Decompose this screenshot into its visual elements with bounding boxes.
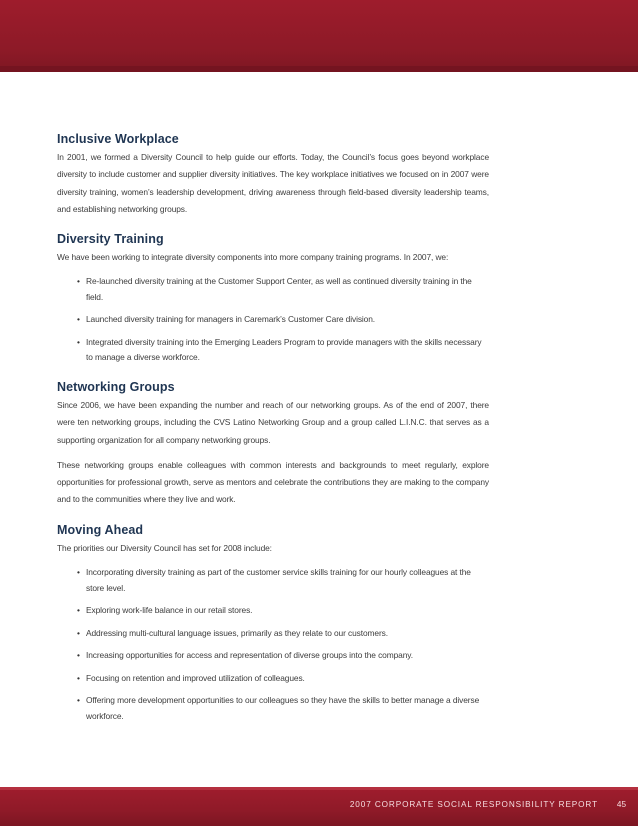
list-item: [77, 274, 489, 305]
list-item-text: Launched diversity training for managers in Caremark’s Customer Care division.: [86, 314, 376, 325]
bullet-icon: •: [77, 672, 80, 683]
header-band: [0, 0, 638, 72]
footer-band: [0, 787, 638, 826]
bullet-icon: •: [77, 276, 80, 287]
section-paragraph: We have been working to integrate diversity components into more company training programs. In 2007, we:: [57, 252, 449, 263]
list-item: [77, 693, 489, 724]
list-item-text: Focusing on retention and improved utilization of colleagues.: [86, 672, 305, 683]
section-paragraph: Since 2006, we have been expanding the number and reach of our networking groups. As of the end of 2007, there were ten networking groups, including the CVS Latino Networking Group and a group called L.I.N.C. that serves as a supporting organization for all company networking groups.: [57, 399, 489, 445]
list-item: [77, 648, 489, 664]
bullet-list: [57, 274, 489, 366]
bullet-icon: •: [77, 314, 80, 325]
list-item: [77, 626, 489, 642]
list-item: [77, 671, 489, 687]
list-item: [77, 312, 489, 328]
section-heading: Moving Ahead: [57, 522, 144, 537]
list-item: [77, 335, 489, 366]
list-item-text: Exploring work-life balance in our retail stores.: [86, 605, 253, 616]
bullet-icon: •: [77, 605, 80, 616]
section-heading: Networking Groups: [57, 379, 175, 394]
page-number: 45: [616, 800, 626, 809]
section-paragraph: These networking groups enable colleagues with common interests and backgrounds to meet regularly, explore opportunities for professional growth, serve as mentors and celebrate the contributions they are making to the company and to the communities where they live and work.: [57, 459, 489, 505]
list-item: [77, 565, 489, 596]
section-diversity-training: [57, 232, 489, 366]
bullet-icon: •: [77, 650, 80, 661]
section-paragraph: The priorities our Diversity Council has set for 2008 include:: [57, 542, 272, 553]
list-item-text: Re-launched diversity training at the Customer Support Center, as well as continued diversity training in the field.: [86, 276, 472, 302]
bullet-icon: •: [77, 567, 80, 578]
list-item-text: Offering more development opportunities to our colleagues so they have the skills to better manage a diverse workforce.: [86, 695, 480, 721]
document-body: [57, 132, 489, 738]
section-heading: Inclusive Workplace: [57, 132, 179, 146]
footer-report-title: 2007 CORPORATE SOCIAL RESPONSIBILITY REPORT: [349, 800, 598, 809]
section-networking-groups: [57, 380, 489, 509]
bullet-icon: •: [77, 336, 80, 347]
section-moving-ahead: [57, 523, 489, 724]
bullet-list: [57, 565, 489, 724]
bullet-icon: •: [77, 695, 80, 706]
section-paragraph: In 2001, we formed a Diversity Council to help guide our efforts. Today, the Council’s focus goes beyond workplace diversity to include customer and supplier diversity initiatives. The key workplace initiatives we focused on in 2007 were diversity training, women’s leadership development, driving awareness through field-based diversity leadership teams, and establishing networking groups.: [57, 152, 489, 214]
list-item: [77, 603, 489, 619]
section-heading: Diversity Training: [57, 232, 164, 247]
bullet-icon: •: [77, 627, 80, 638]
list-item-text: Addressing multi-cultural language issues, primarily as they relate to our customers.: [86, 627, 388, 638]
list-item-text: Integrated diversity training into the Emerging Leaders Program to provide managers with the skills necessary to manage a diverse workforce.: [86, 336, 482, 363]
list-item-text: Increasing opportunities for access and representation of diverse groups into the company.: [86, 650, 413, 661]
list-item-text: Incorporating diversity training as part of the customer service skills training for our hourly colleagues at the store level.: [86, 567, 471, 593]
section-inclusive-workplace: [57, 132, 489, 218]
